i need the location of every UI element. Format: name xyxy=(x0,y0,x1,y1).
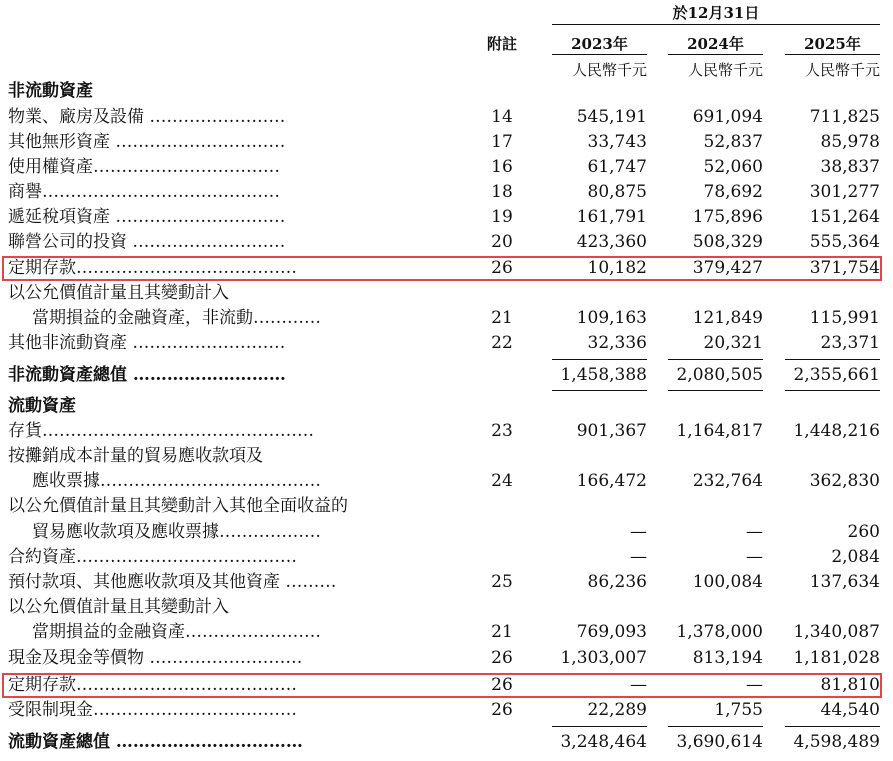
row-label: 聯營公司的投資 ……………………… xyxy=(8,232,286,252)
value-2025: 260 xyxy=(847,522,880,542)
unit-label: 人民幣千元 xyxy=(571,61,647,79)
row-note: 22 xyxy=(491,333,513,353)
value-2025: 2,084 xyxy=(831,547,880,567)
value-2025: 2,355,661 xyxy=(793,365,880,385)
year-header-2025: 2025年 xyxy=(804,35,861,53)
row-label: 其他非流動資產 ……………………… xyxy=(8,333,286,353)
table-row xyxy=(8,570,880,595)
period-header: 於12月31日 xyxy=(672,4,760,22)
row-label: 應收票據………………………………… xyxy=(32,471,321,491)
table-row xyxy=(8,595,880,620)
row-note: 21 xyxy=(491,622,513,642)
value-2023: 423,360 xyxy=(576,232,647,252)
row-label: 定期存款………………………………… xyxy=(8,258,297,278)
value-2024: 52,060 xyxy=(703,157,763,177)
value-2024: 78,692 xyxy=(703,182,763,202)
value-2024: 1,164,817 xyxy=(676,421,763,441)
row-label: 當期損益的金融資產…………………… xyxy=(32,622,321,642)
row-note: 26 xyxy=(491,258,513,278)
value-2025: 151,264 xyxy=(809,207,880,227)
value-2023: — xyxy=(630,547,647,567)
table-row xyxy=(8,419,880,444)
table-row xyxy=(8,698,880,723)
table-row xyxy=(8,620,880,645)
table-row xyxy=(8,230,880,255)
value-2024: 52,837 xyxy=(703,132,763,152)
row-label: 流動資產 xyxy=(8,396,76,416)
subtotal-rule xyxy=(552,726,647,727)
row-label: 存貨………………………………………… xyxy=(8,421,314,441)
unit-label: 人民幣千元 xyxy=(804,61,880,79)
value-2024: 1,755 xyxy=(714,700,763,720)
value-2025: 38,837 xyxy=(820,157,880,177)
row-note: 25 xyxy=(491,572,513,592)
value-2024: 20,321 xyxy=(703,333,763,353)
total-rule xyxy=(785,390,880,391)
row-note: 21 xyxy=(491,308,513,328)
row-label: 流動資產總值 …………………………… xyxy=(8,732,303,752)
row-label: 以公允價值計量且其變動計入 xyxy=(8,597,229,617)
row-note: 26 xyxy=(491,648,513,668)
row-label: 受限制現金……………………………… xyxy=(8,700,297,720)
subtotal-rule xyxy=(785,726,880,727)
table-row xyxy=(8,105,880,130)
table-row xyxy=(8,130,880,155)
value-2025: 371,754 xyxy=(809,258,880,278)
value-2023: 80,875 xyxy=(587,182,647,202)
row-label: 合約資產………………………………… xyxy=(8,547,297,567)
value-2024: 175,896 xyxy=(692,207,763,227)
value-2025: 85,978 xyxy=(820,132,880,152)
value-2024: 121,849 xyxy=(692,308,763,328)
value-2025: 115,991 xyxy=(809,308,880,328)
row-label: 以公允價值計量且其變動計入 xyxy=(8,283,229,303)
row-label: 定期存款………………………………… xyxy=(8,675,297,695)
value-2023: 109,163 xyxy=(576,308,647,328)
value-2025: 1,181,028 xyxy=(793,648,880,668)
section-heading xyxy=(8,394,880,419)
row-note: 16 xyxy=(491,157,513,177)
highlight-box xyxy=(2,256,882,281)
subtotal-rule xyxy=(552,359,647,360)
note-column-header: 附註 xyxy=(486,35,517,53)
value-2023: 1,458,388 xyxy=(560,365,647,385)
value-2025: 4,598,489 xyxy=(793,732,880,752)
table-row xyxy=(8,444,880,469)
row-label: 非流動資產 xyxy=(8,81,93,101)
total-rule xyxy=(552,390,647,391)
value-2023: 161,791 xyxy=(576,207,647,227)
row-note: 20 xyxy=(491,232,513,252)
row-note: 23 xyxy=(491,421,513,441)
value-2024: — xyxy=(746,675,763,695)
subtotal-rule xyxy=(668,726,763,727)
value-2024: 1,378,000 xyxy=(676,622,763,642)
row-label: 商譽…………………………………… xyxy=(8,182,280,202)
subtotal-rule xyxy=(668,359,763,360)
value-2023: 901,367 xyxy=(576,421,647,441)
value-2023: — xyxy=(630,522,647,542)
value-2025: 44,540 xyxy=(820,700,880,720)
value-2025: 137,634 xyxy=(809,572,880,592)
table-row xyxy=(8,306,880,331)
section-heading xyxy=(8,79,880,104)
table-row xyxy=(8,545,880,570)
row-note: 19 xyxy=(491,207,513,227)
subtotal-rule xyxy=(785,359,880,360)
row-label: 非流動資產總值 ……………………… xyxy=(8,365,286,385)
total-row xyxy=(8,730,880,755)
period-rule xyxy=(552,24,880,25)
value-2025: 555,364 xyxy=(809,232,880,252)
row-note: 26 xyxy=(491,700,513,720)
value-2024: — xyxy=(746,522,763,542)
table-row xyxy=(8,205,880,230)
year-rule xyxy=(668,54,763,55)
row-label: 以公允價值計量且其變動計入其他全面收益的 xyxy=(8,496,348,516)
total-row xyxy=(8,363,880,388)
total-rule xyxy=(668,390,763,391)
row-note: 14 xyxy=(491,107,513,127)
highlight-box xyxy=(2,673,882,698)
table-row xyxy=(8,520,880,545)
row-label: 遞延稅項資產 ………………………… xyxy=(8,207,286,227)
table-row xyxy=(8,180,880,205)
value-2023: 86,236 xyxy=(587,572,647,592)
table-row xyxy=(8,469,880,494)
value-2023: 1,303,007 xyxy=(560,648,647,668)
row-label: 使用權資產…………………………… xyxy=(8,157,280,177)
value-2023: 32,336 xyxy=(587,333,647,353)
value-2024: 508,329 xyxy=(692,232,763,252)
year-header-2023: 2023年 xyxy=(571,35,628,53)
value-2025: 301,277 xyxy=(809,182,880,202)
value-2023: 10,182 xyxy=(587,258,647,278)
row-label: 物業、廠房及設備 …………………… xyxy=(8,107,286,127)
year-rule xyxy=(785,54,880,55)
value-2024: 2,080,505 xyxy=(676,365,763,385)
value-2025: 81,810 xyxy=(820,675,880,695)
row-note: 17 xyxy=(491,132,513,152)
row-note: 26 xyxy=(491,675,513,695)
table-row xyxy=(8,331,880,356)
value-2024: 232,764 xyxy=(692,471,763,491)
year-header-2024: 2024年 xyxy=(687,35,744,53)
value-2024: 691,094 xyxy=(692,107,763,127)
value-2023: 33,743 xyxy=(587,132,647,152)
value-2023: 22,289 xyxy=(587,700,647,720)
unit-label: 人民幣千元 xyxy=(687,61,763,79)
value-2023: 769,093 xyxy=(576,622,647,642)
value-2024: 813,194 xyxy=(692,648,763,668)
value-2023: 3,248,464 xyxy=(560,732,647,752)
row-label: 按攤銷成本計量的貿易應收款項及 xyxy=(8,446,263,466)
value-2025: 1,448,216 xyxy=(793,421,880,441)
value-2023: 545,191 xyxy=(576,107,647,127)
row-label: 預付款項、其他應收款項及其他資產 ……… xyxy=(8,572,337,592)
value-2025: 1,340,087 xyxy=(793,622,880,642)
table-row xyxy=(8,155,880,180)
value-2024: — xyxy=(746,547,763,567)
table-row xyxy=(8,281,880,306)
value-2025: 711,825 xyxy=(809,107,880,127)
row-label: 貿易應收款項及應收票據……………… xyxy=(32,522,321,542)
value-2024: 379,427 xyxy=(692,258,763,278)
row-label: 現金及現金等價物 ……………………… xyxy=(8,648,303,668)
value-2023: 61,747 xyxy=(587,157,647,177)
row-note: 24 xyxy=(491,471,513,491)
table-row xyxy=(8,494,880,519)
value-2025: 362,830 xyxy=(809,471,880,491)
year-rule xyxy=(552,54,647,55)
row-note: 18 xyxy=(491,182,513,202)
value-2023: 166,472 xyxy=(576,471,647,491)
row-label: 當期損益的金融資產，非流動………… xyxy=(32,308,321,328)
value-2024: 3,690,614 xyxy=(676,732,763,752)
value-2023: — xyxy=(630,675,647,695)
row-label: 其他無形資產 ………………………… xyxy=(8,132,286,152)
table-row xyxy=(8,646,880,671)
value-2024: 100,084 xyxy=(692,572,763,592)
value-2025: 23,371 xyxy=(820,333,880,353)
